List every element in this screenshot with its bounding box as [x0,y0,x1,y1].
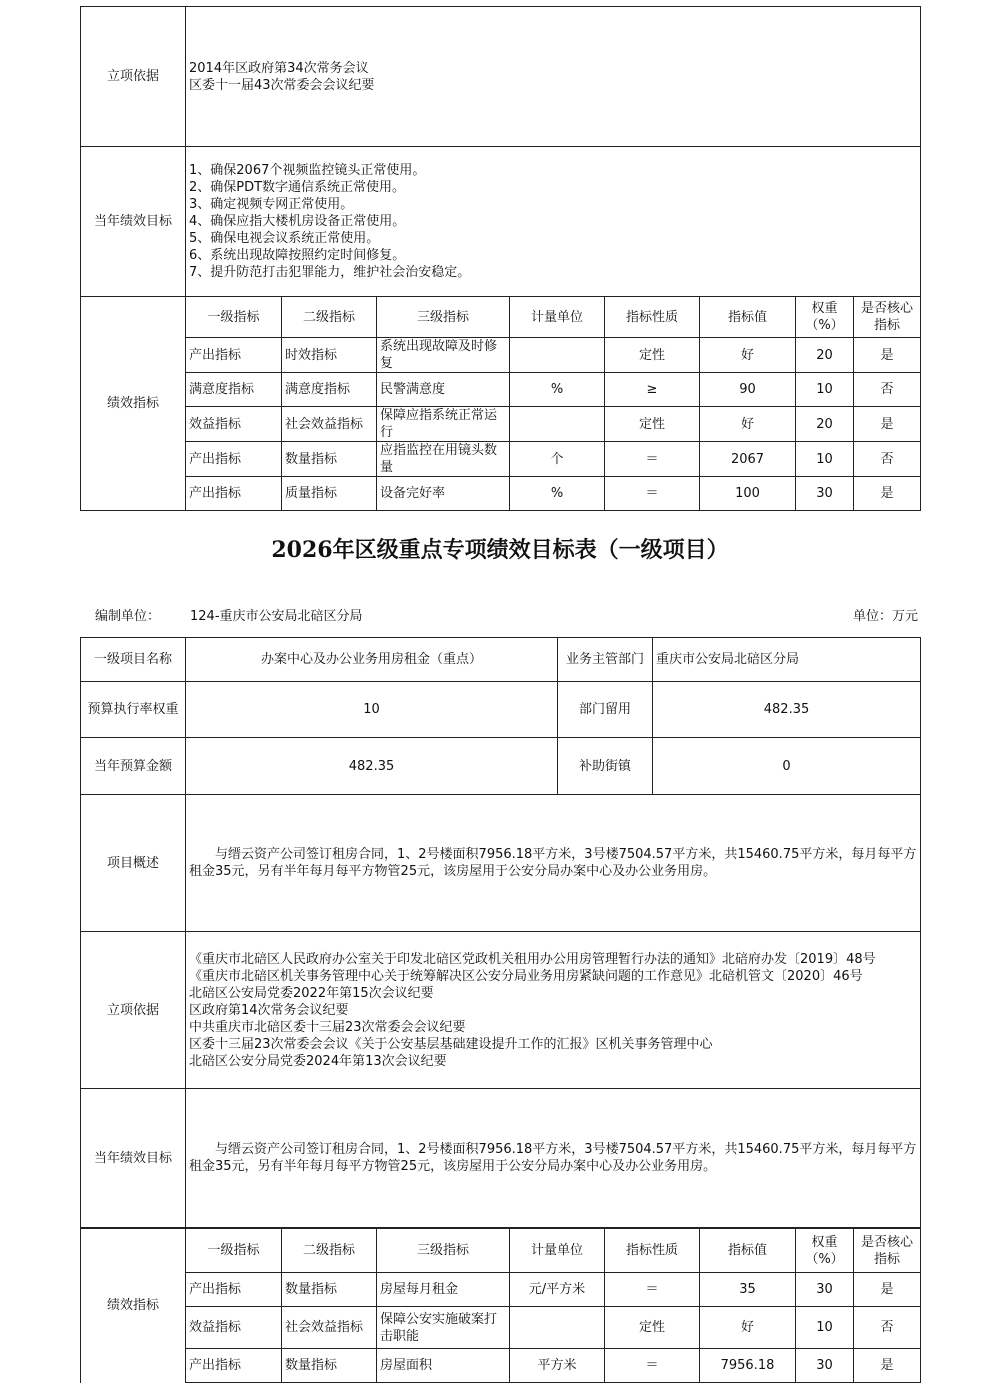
cell-level2: 时效指标 [282,338,377,373]
cell-level1: 效益指标 [186,1307,282,1349]
cell-nature: ＝ [605,1349,700,1383]
header-weight: 权重（%） [796,297,854,338]
cell-level1: 满意度指标 [186,373,282,407]
cell-core: 是 [854,407,921,442]
cell-weight: 10 [796,442,854,477]
cell-unit: 元/平方米 [510,1273,605,1307]
header-core: 是否核心指标 [854,297,921,338]
header-unit: 计量单位 [510,297,605,338]
compiler-unit-label: 编制单位： [95,609,161,624]
cell-core: 是 [854,1273,921,1307]
cell-level3: 房屋面积 [377,1349,510,1383]
basis-text: 《重庆市北碚区人民政府办公室关于印发北碚区党政机关租用办公用房管理暂行办法的通知》北碚府办发〔2019〕48号 《重庆市北碚区机关事务管理中心关于统筹解决区公安分局业务用房紧缺问题的工作意见》北碚机管文〔2020〕46号 北碚区公安局党委2022年第15次会议纪要 区政府第14次常务会议纪要 中共重庆市北碚区委十三届23次常委会会议纪要 区委十三届23次常委会会议《关于公安基层基础建设提升工作的汇报》区机关事务管理中心 北碚区公安分局党委2024年第13次会议纪要 [186,932,921,1089]
goal-label: 当年绩效目标 [81,147,186,297]
header-level3: 三级指标 [377,1229,510,1273]
cell-nature: ＝ [605,477,700,511]
cell-core: 是 [854,477,921,511]
cell-nature: 定性 [605,338,700,373]
cell-unit: % [510,373,605,407]
cell-level2: 社会效益指标 [282,407,377,442]
cell-nature: 定性 [605,407,700,442]
budget-label: 当年预算金额 [81,738,186,795]
header-value: 指标值 [700,297,796,338]
cell-level2: 质量指标 [282,477,377,511]
cell-value: 好 [700,1307,796,1349]
cell-weight: 30 [796,1349,854,1383]
cell-core: 否 [854,373,921,407]
basis-label: 立项依据 [81,932,186,1089]
cell-core: 是 [854,338,921,373]
cell-level3: 应指监控在用镜头数量 [377,442,510,477]
budget-value: 482.35 [186,738,558,795]
header-level1: 一级指标 [186,1229,282,1273]
cell-level3: 保障应指系统正常运行 [377,407,510,442]
cell-value: 35 [700,1273,796,1307]
cell-nature: 定性 [605,1307,700,1349]
indicators-label: 绩效指标 [81,1229,186,1383]
dept-value: 重庆市公安局北碚区分局 [653,638,921,682]
cell-unit [510,1307,605,1349]
table-row [81,1273,921,1307]
table-row [81,373,921,407]
cell-weight: 10 [796,373,854,407]
exec-weight-value: 10 [186,682,558,738]
basis-label: 立项依据 [81,7,186,147]
cell-core: 否 [854,1307,921,1349]
overview-label: 项目概述 [81,795,186,932]
cell-level1: 效益指标 [186,407,282,442]
cell-unit: % [510,477,605,511]
table-row [81,442,921,477]
cell-level3: 保障公安实施破案打击职能 [377,1307,510,1349]
cell-weight: 30 [796,477,854,511]
cell-level1: 产出指标 [186,442,282,477]
cell-level3: 系统出现故障及时修复 [377,338,510,373]
performance-table-1 [80,6,921,511]
cell-core: 否 [854,442,921,477]
cell-unit [510,338,605,373]
cell-value: 90 [700,373,796,407]
cell-weight: 10 [796,1307,854,1349]
cell-level3: 民警满意度 [377,373,510,407]
header-core: 是否核心指标 [854,1229,921,1273]
cell-weight: 20 [796,407,854,442]
cell-nature: ＝ [605,1273,700,1307]
header-level2: 二级指标 [282,297,377,338]
cell-unit [510,407,605,442]
cell-level1: 产出指标 [186,1273,282,1307]
header-level3: 三级指标 [377,297,510,338]
cell-value: 好 [700,338,796,373]
cell-level1: 产出指标 [186,338,282,373]
project-name-label: 一级项目名称 [81,638,186,682]
header-unit: 计量单位 [510,1229,605,1273]
dept-label: 业务主管部门 [558,638,653,682]
basis-text: 2014年区政府第34次常务会议 区委十一届43次常委会会议纪要 [186,7,921,147]
table-row [81,1349,921,1383]
project-name-value: 办案中心及办公业务用房租金（重点） [186,638,558,682]
cell-level2: 满意度指标 [282,373,377,407]
header-value: 指标值 [700,1229,796,1273]
table-row [81,1307,921,1349]
cell-level1: 产出指标 [186,477,282,511]
table-row [81,338,921,373]
performance-table-2 [80,1228,921,1383]
cell-level3: 设备完好率 [377,477,510,511]
page-title: 2026年区级重点专项绩效目标表（一级项目） [271,537,729,563]
cell-unit: 个 [510,442,605,477]
table-row [81,407,921,442]
table-row [81,477,921,511]
cell-value: 好 [700,407,796,442]
retained-label: 部门留用 [558,682,653,738]
cell-weight: 20 [796,338,854,373]
cell-nature: ＝ [605,442,700,477]
cell-level2: 数量指标 [282,442,377,477]
header-weight: 权重（%） [796,1229,854,1273]
subsidy-label: 补助街镇 [558,738,653,795]
cell-level2: 社会效益指标 [282,1307,377,1349]
goal-label: 当年绩效目标 [81,1089,186,1228]
compiler-unit-value: 124-重庆市公安局北碚区分局 [190,609,363,624]
header-nature: 指标性质 [605,297,700,338]
cell-level2: 数量指标 [282,1273,377,1307]
header-nature: 指标性质 [605,1229,700,1273]
subsidy-value: 0 [653,738,921,795]
cell-level3: 房屋每月租金 [377,1273,510,1307]
cell-nature: ≥ [605,373,700,407]
overview-text: 与缙云资产公司签订租房合同，1、2号楼面积7956.18平方米，3号楼7504.57平方米，共15460.75平方米，每月每平方租金35元，另有半年每月每平方物管25元，该房屋用于公安分局办案中心及办公业务用房。 [186,795,921,932]
cell-unit: 平方米 [510,1349,605,1383]
cell-value: 100 [700,477,796,511]
cell-value: 7956.18 [700,1349,796,1383]
retained-value: 482.35 [653,682,921,738]
indicators-label: 绩效指标 [81,297,186,511]
project-info-table [80,637,921,1228]
cell-weight: 30 [796,1273,854,1307]
cell-core: 是 [854,1349,921,1383]
goal-text: 与缙云资产公司签订租房合同，1、2号楼面积7956.18平方米，3号楼7504.57平方米，共15460.75平方米，每月每平方租金35元，另有半年每月每平方物管25元，该房屋用于公安分局办案中心及办公业务用房。 [186,1089,921,1228]
cell-level1: 产出指标 [186,1349,282,1383]
header-level1: 一级指标 [186,297,282,338]
exec-weight-label: 预算执行率权重 [81,682,186,738]
goal-text: 1、确保2067个视频监控镜头正常使用。 2、确保PDT数字通信系统正常使用。 3、确定视频专网正常使用。 4、确保应指大楼机房设备正常使用。 5、确保电视会议系统正常使用。 6、系统出现故障按照约定时间修复。 7、提升防范打击犯罪能力，维护社会治安稳定。 [186,147,921,297]
header-level2: 二级指标 [282,1229,377,1273]
cell-level2: 数量指标 [282,1349,377,1383]
currency-unit: 单位：万元 [852,609,918,624]
cell-value: 2067 [700,442,796,477]
